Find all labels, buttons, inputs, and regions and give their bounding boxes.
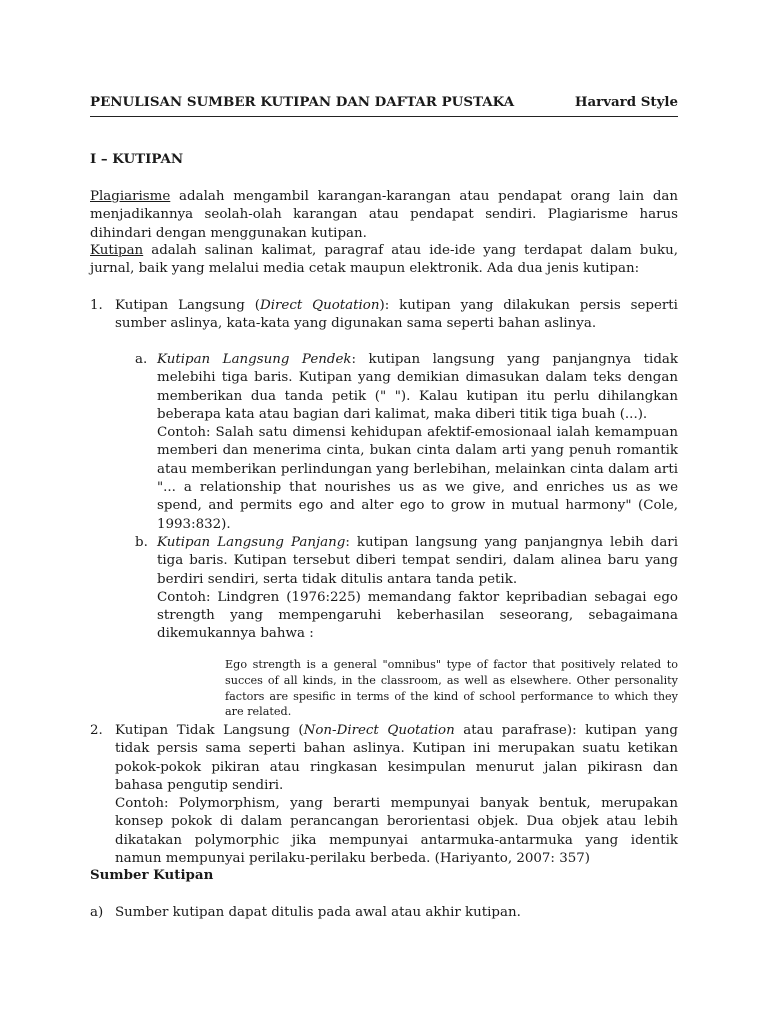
document-title: PENULISAN SUMBER KUTIPAN DAN DAFTAR PUSTAKA bbox=[90, 94, 515, 110]
kutipan-paragraph bbox=[90, 242, 678, 279]
item1-text-before: Kutipan Langsung ( bbox=[115, 298, 260, 313]
list-item-text: Sumber kutipan dapat ditulis pada awal atau akhir kutipan. bbox=[115, 905, 521, 920]
plagiarisme-paragraph bbox=[90, 188, 678, 243]
sub-b-example: Contoh: Lindgren (1976:225) memandang faktor kepribadian sebagai ego strength yang mempengaruhi keberhasilan seseorang, sebagaimana dikemukannya bahwa : bbox=[157, 589, 678, 642]
plagiarisme-text: adalah mengambil karangan-karangan atau pendapat orang lain dan menjadikannya seolah-olah karangan atau pendapat sendiri. Plagiarisme harus dihindari dengan menggunakan kutipan. bbox=[90, 189, 678, 241]
sub-a-example: Contoh: Salah satu dimensi kehidupan afektif-emosionaal ialah kemampuan memberi dan menerima cinta, bukan cinta dalam arti yang penuh romantik atau memberikan perlindungan yang berlebihan, melainkan cinta dalam arti "... a relationship that nourishes us as we give, and enriches us as we spend, and permits ego and alter ego to grow in mutual harmony" (Cole, 1993:832). bbox=[157, 425, 678, 532]
plagiarisme-term: Plagiarisme bbox=[90, 189, 171, 204]
kutipan-text: adalah salinan kalimat, paragraf atau ide-ide yang terdapat dalam buku, jurnal, baik yang melalui media cetak maupun elektronik. Ada dua jenis kutipan: bbox=[90, 243, 678, 277]
sumber-kutipan-heading: Sumber Kutipan bbox=[90, 867, 214, 883]
page-header bbox=[90, 94, 678, 117]
list-item-text bbox=[115, 722, 678, 868]
block-quotation: Ego strength is a general "omnibus" type of factor that positively related to succes of all kinds, in the classroom, as well as elsewhere. Other personality factors are spesific in terms of the kind of school performance to which they are related. bbox=[225, 658, 678, 719]
sub-a-definition bbox=[157, 351, 678, 424]
sub-marker: b. bbox=[135, 535, 148, 550]
item1-text-after: ): kutipan yang dilakukan persis seperti sumber aslinya, kata-kata yang digunakan sama seperti bahan aslinya. bbox=[115, 298, 678, 332]
item1-italic-term: Direct Quotation bbox=[259, 298, 380, 313]
sub-b-definition bbox=[157, 534, 678, 589]
list-item-text bbox=[115, 297, 678, 334]
sub-b-text: : kutipan langsung yang panjangnya lebih dari tiga baris. Kutipan tersebut diberi tempat sendiri, dalam alinea baru yang berdiri sendiri, serta tidak ditulis antara tanda petik. bbox=[157, 535, 678, 587]
style-label: Harvard Style bbox=[574, 94, 678, 110]
item2-definition bbox=[115, 722, 678, 795]
item2-text-after: atau parafrase): kutipan yang tidak persis sama seperti bahan aslinya. Kutipan ini merupakan suatu ketikan pokok-pokok pikiran atau ringkasan kesimpulan menurut jalan pikirasn dan bahasa pengutip sendiri. bbox=[115, 723, 678, 793]
sub-a-italic-term: Kutipan Langsung Pendek bbox=[157, 352, 352, 367]
section-title: I – KUTIPAN bbox=[90, 151, 184, 167]
sub-a-text: : kutipan langsung yang panjangnya tidak melebihi tiga baris. Kutipan yang demikian dimasukan dalam teks dengan memberikan dua tanda petik (" "). Kalau kutipan itu perlu dihilangkan beberapa kata atau bagian dari kalimat, maka diberi titik tiga buah (...). bbox=[157, 352, 678, 422]
sub-marker: a. bbox=[135, 352, 148, 367]
sub-item-text bbox=[157, 351, 678, 534]
list-marker: a) bbox=[90, 905, 104, 920]
item2-italic-term: Non-Direct Quotation bbox=[303, 723, 455, 738]
sub-b-italic-term: Kutipan Langsung Panjang bbox=[157, 535, 346, 550]
item2-example: Contoh: Polymorphism, yang berarti mempunyai banyak bentuk, merupakan konsep pokok di dalam perancangan berorientasi objek. Dua objek atau lebih dikatakan polymorphic jika mempunyai antarmuka-antarmuka yang identik namun mempunyai perilaku-perilaku berbeda. (Hariyanto, 2007: 357) bbox=[115, 796, 678, 867]
document-page bbox=[90, 0, 678, 1024]
sub-item-text bbox=[157, 534, 678, 644]
item2-text-before: Kutipan Tidak Langsung ( bbox=[115, 723, 304, 738]
list-marker: 1. bbox=[90, 298, 103, 313]
list-marker: 2. bbox=[90, 723, 103, 738]
kutipan-term: Kutipan bbox=[90, 243, 144, 258]
